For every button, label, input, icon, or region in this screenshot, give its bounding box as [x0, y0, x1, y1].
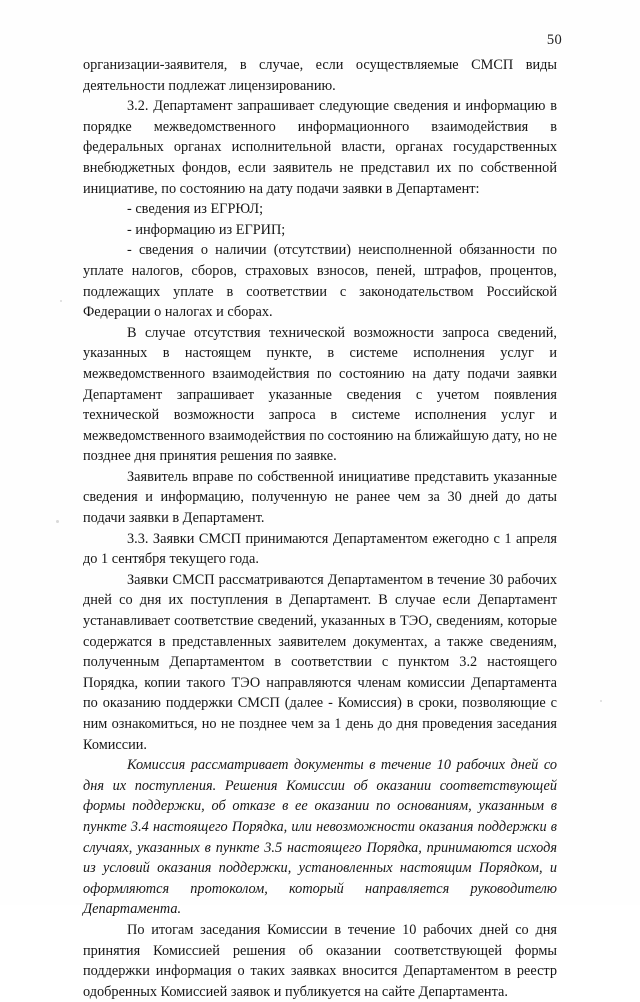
paragraph: Комиссия рассматривает документы в течение 10 рабочих дней со дня их поступления. Решения Комиссии об оказании соответствующей формы поддержки, об отказе в ее оказании по основаниям, указанным в пункте 3.4 настоящего Порядка, или невозможности оказания поддержки в случаях, указанных в пункте 3.5 настоящего Порядка, принимаются исходя из условий оказания поддержки, установленных настоящим Порядком, и оформляются протоколом, который направляется руководителю Департамента. — [83, 757, 557, 918]
paragraph: 3.3. Заявки СМСП принимаются Департаментом ежегодно с 1 апреля до 1 сентября текущего года. — [83, 530, 557, 568]
scan-speck — [56, 520, 59, 523]
list-item: - сведения из ЕГРЮЛ; — [127, 201, 264, 218]
paragraph: В случае отсутствия технической возможности запроса сведений, указанных в настоящем пункте, в системе исполнения услуг и межведомственного взаимодействия по состоянию на дату подачи заявки Департамент запрашивает указанные сведения с учетом появления технической возможности запроса в системе исполнения услуг и межведомственного взаимодействия по состоянию на ближайшую дату, но не позднее дня принятия решения по заявке. — [83, 324, 557, 465]
document-body — [83, 55, 557, 1002]
paragraph: Заявки СМСП рассматриваются Департаментом в течение 30 рабочих дней со дня их поступления в Департамент. В случае если Департамент устанавливает соответствие сведений, указанных в ТЭО, сведениям, которые содержатся в представленных заявителем документах, а также сведениям, полученным Департаментом в соответствии с пунктом 3.2 настоящего Порядка, копии такого ТЭО направляются членам комиссии Департамента по оказанию поддержки СМСП (далее - Комиссия) в сроки, позволяющие с ним ознакомиться, но не позднее чем за 1 день до дня проведения заседания Комиссии. — [83, 571, 557, 753]
scan-speck — [60, 300, 62, 302]
paragraph: 3.2. Департамент запрашивает следующие сведения и информацию в порядке межведомственного информационного взаимодействия в федеральных органах исполнительной власти, органах государственных внебюджетных фондов, если заявитель не представил их по собственной инициативе, по состоянию на дату подачи заявки в Департамент: — [83, 98, 557, 197]
paragraph: По итогам заседания Комиссии в течение 10 рабочих дней со дня принятия Комиссией решения об оказании соответствующей формы поддержки информация о таких заявках вносится Департаментом в реестр одобренных Комиссией заявок и публикуется на сайте Департамента. — [83, 921, 557, 1000]
paragraph: Заявитель вправе по собственной инициативе представить указанные сведения и информацию, полученную не ранее чем за 30 дней до даты подачи заявки в Департамент. — [83, 468, 557, 527]
paragraph: организации-заявителя, в случае, если осуществляемые СМСП виды деятельности подлежат лицензированию. — [83, 57, 557, 94]
list-item: - информацию из ЕГРИП; — [127, 221, 286, 238]
scan-speck — [600, 700, 602, 702]
list-item: - сведения о наличии (отсутствии) неисполненной обязанности по уплате налогов, сборов, страховых взносов, пеней, штрафов, процентов, подлежащих уплате в соответствии с законодательством Российской Федерации о налогах и сборах. — [83, 242, 557, 321]
page-number: 50 — [546, 32, 562, 48]
